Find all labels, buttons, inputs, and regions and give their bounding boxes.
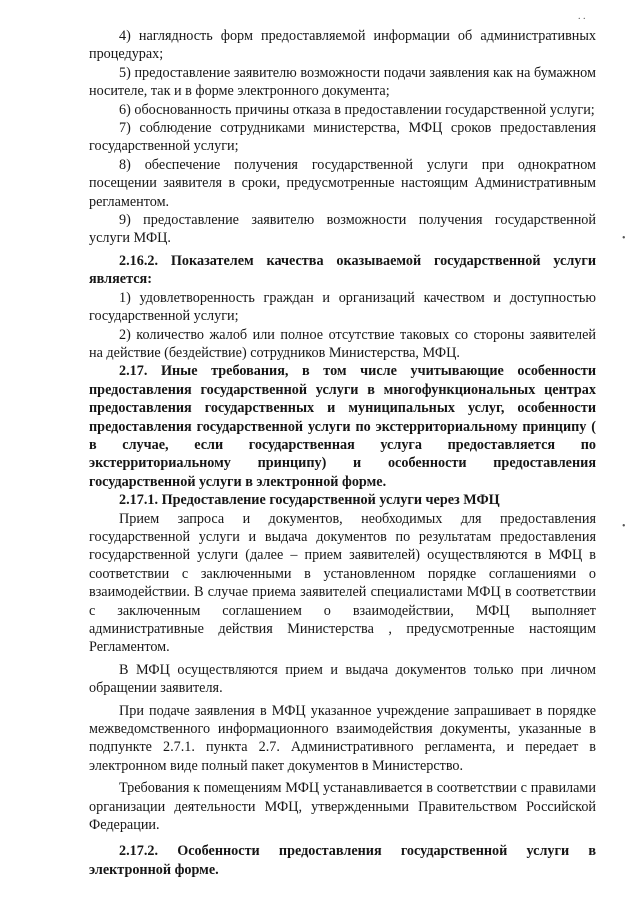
mfc-personal-paragraph: В МФЦ осуществляются прием и выдача документов только при личном обращении заявителя. [89, 661, 596, 697]
scan-mark: • [622, 233, 626, 244]
list-item-4: 4) наглядность форм предоставляемой информации об административных процедурах; [89, 28, 596, 63]
mfc-premises-paragraph: Требования к помещениям МФЦ устанавливается в соответствии с правилами организации деятельности МФЦ, утвержденными Правительством Российской Федерации. [89, 780, 596, 834]
section-heading-2-17-2: 2.17.2. Особенности предоставления государственной услуги в электронной форме. [89, 843, 596, 878]
list-item-7: 7) соблюдение сотрудниками министерства, МФЦ сроков предоставления государственной услуги; [89, 120, 596, 155]
section-heading-2-17: 2.17. Иные требования, в том числе учитывающие особенности предоставления государственной услуги в многофункциональных центрах предоставления государственных и муниципальных услуг, особенности предоставления государственной услуги по экстерриториальному принципу ( в случае, если государственная услуга предоставляется по экстерриториальному принципу) и особенности предоставления государственной услуги в электронной форме. [89, 363, 596, 490]
list-item-8: 8) обеспечение получения государственной услуги при однократном посещении заявителя в сроки, предусмотренные настоящим Административным регламентом. [89, 156, 596, 210]
mfc-request-paragraph: При подаче заявления в МФЦ указанное учреждение запрашивает в порядке межведомственного информационного взаимодействия документы, указанные в подпункте 2.7.1. пункта 2.7. Административного регламента, и передает в электронном виде полный пакет документов в Министерство. [89, 702, 596, 774]
list-item-5: 5) предоставление заявителю возможности подачи заявления как на бумажном носителе, так и в форме электронного документа; [89, 64, 596, 100]
list-item-6: 6) обоснованность причины отказа в предоставлении государственной услуги; [119, 101, 595, 118]
quality-item-1: 1) удовлетворенность граждан и организаций качеством и доступностью государственной услуги; [89, 289, 596, 325]
scan-mark: • [622, 521, 626, 532]
section-heading-2-16-2: 2.16.2. Показателем качества оказываемой государственной услуги является: [89, 252, 596, 288]
document-body [89, 27, 596, 879]
quality-item-2: 2) количество жалоб или полное отсутствие таковых со стороны заявителей на действие (бездействие) сотрудников Министерства, МФЦ. [89, 326, 596, 361]
section-heading-2-17-1: 2.17.1. Предоставление государственной услуги через МФЦ [119, 492, 500, 509]
list-item-9: 9) предоставление заявителю возможности получения государственной услуги МФЦ. [89, 212, 596, 247]
scan-mark: . . [578, 11, 586, 22]
mfc-reception-paragraph: Прием запроса и документов, необходимых для предоставления государственной услуги и выдача документов по результатам предоставления государственной услуги (далее – прием заявителей) осуществляются в МФЦ в соответствии с заключенными в установленном порядке соглашениями о взаимодействии. В случае приема заявителей специалистами МФЦ в соответствии с заключенным соглашением о взаимодействии, МФЦ выполняет административные действия Министерства , предусмотренные настоящим Регламентом. [89, 510, 596, 656]
